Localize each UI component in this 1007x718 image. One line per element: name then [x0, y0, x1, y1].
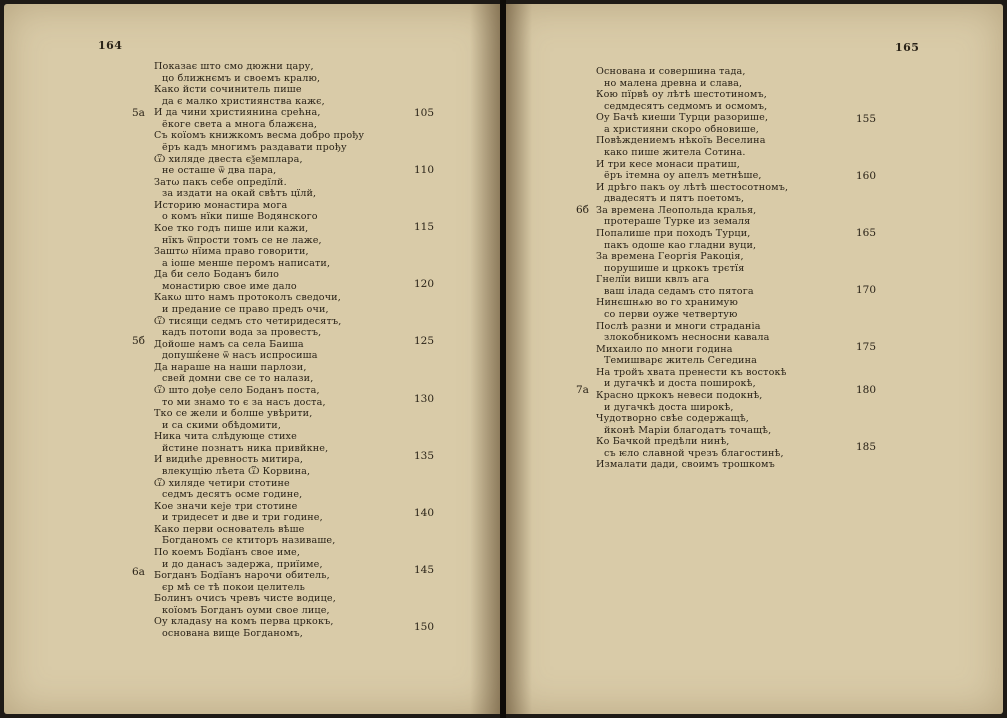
line-number: 110: [414, 164, 435, 176]
verse-line: Како перви основатель вѣше: [154, 523, 305, 535]
verse-line: порушише и цркокъ трєтїя: [604, 262, 745, 274]
verse-line: Кое тко годъ пише или кажи,: [154, 222, 309, 234]
verse-line: Заштω нїима право говорити,: [154, 246, 309, 258]
verse-line: ёръ кадъ многимъ раздавати прођу: [162, 141, 347, 153]
verse-line: седмъ десятъ осме године,: [162, 489, 303, 501]
verse-line: И три кесе монаси пратиш,: [596, 158, 740, 170]
verse-line: Ѿ тисящи седмъ сто четиридесятъ,: [154, 315, 342, 327]
verse-line: ёкоге света а многа блажєна,: [162, 118, 318, 130]
line-number: 130: [414, 393, 435, 405]
verse-line: Попалише при походъ Турци,: [596, 227, 751, 239]
verse-line: допушќене ѿ насъ испросиша: [162, 350, 318, 362]
verse-line: Кою пїрвѣ оу лѣтѣ шестотиномъ,: [596, 89, 767, 101]
verse-line: съ ѥло славной чрезъ благостинѣ,: [604, 447, 784, 459]
verse-line: Михаило по многи година: [596, 343, 733, 355]
verse-line: Чудотворно свѣе содержащѣ,: [596, 413, 749, 425]
verse-line: свей домни све се то налази,: [162, 373, 314, 385]
verse-line: влекущію лѣета Ѿ Корвина,: [162, 465, 311, 477]
verse-line: да є малко християнства кажє,: [162, 95, 325, 107]
verse-line: Дойоше намъ са села Баиша: [154, 338, 304, 350]
verse-line: за издати на окай свѣтъ цїлй,: [162, 188, 317, 200]
verse-line: И да чини християнина срећна,: [154, 107, 321, 119]
verse-line: Показає што смо дюжни цару,: [154, 61, 314, 72]
verse-line: єр мѣ се тѣ покои целитель: [162, 581, 306, 593]
verse-line: На тройъ хвата пренести къ востокѣ: [596, 366, 787, 378]
book-spine: [500, 0, 506, 718]
line-number: 180: [856, 384, 877, 396]
verse-line: Да би село Боданъ било: [154, 269, 280, 281]
verse-line: Оу Бачѣ киеши Турци разорише,: [596, 112, 769, 124]
page-number-left: 164: [98, 39, 123, 52]
verse-line: Историю монастира мога: [154, 199, 288, 211]
verse-line: Тко се жели и болше увѣрити,: [154, 408, 313, 420]
verse-line: о комъ нїки пише Водянского: [162, 211, 318, 223]
right-gutter-shadow: [506, 4, 532, 714]
verse-line: цо ближнємъ и своемъ кралю,: [162, 72, 321, 84]
verse-line: Съ коїомъ книжкомъ весма добро прођу: [154, 130, 365, 142]
left-gutter-shadow: [470, 4, 500, 714]
verse-line: како пише житела Сотина.: [604, 146, 746, 158]
verse-line: Затω пакъ себе опредїлй.: [154, 176, 287, 188]
verse-line: Какω што намъ протоколъ сведочи,: [154, 292, 341, 304]
verse-line: и са скими обѣдомити,: [162, 419, 282, 431]
verse-line: За времена Леопольда кралья,: [596, 204, 757, 216]
line-number: 165: [856, 227, 877, 239]
verse-line: Оу кладаѕу на комъ перва цркокъ,: [154, 616, 334, 628]
verse-line: Ника чита слѣдующе стихе: [154, 431, 297, 443]
section-mark: 5б: [132, 335, 146, 347]
verse-line: Повѣждениемъ нѣкоїъ Веселина: [596, 135, 766, 147]
verse-line: то ми знамо то є за насъ доста,: [162, 396, 326, 408]
verse-line: Послѣ разни и многи страданіа: [596, 320, 761, 332]
verse-line: ёръ ітемна оу апелъ метнѣше,: [604, 170, 762, 182]
section-mark: 7a: [576, 384, 589, 396]
verse-line: Ко Бачкой предѣли нинѣ,: [596, 436, 730, 448]
line-number: 125: [414, 335, 435, 347]
verse-line: Богданъ Бодїанъ нарочи обитель,: [154, 570, 330, 582]
line-number: 135: [414, 450, 435, 462]
verse-line: Кое значи кеје три стотине: [154, 500, 298, 512]
verse-line: и дугачкѣ доста широкѣ,: [604, 401, 734, 413]
line-number: 185: [856, 441, 877, 453]
verse-line: и дугачкѣ и доста поширокѣ,: [604, 378, 756, 390]
line-number: 145: [414, 564, 435, 576]
verse-line: со перви оуже четвертую: [604, 308, 738, 320]
verse-line: И дрѣго пакъ оу лѣтѣ шестосотномъ,: [596, 181, 789, 193]
verse-line: Гнелїи виши квлъ ага: [596, 274, 710, 286]
verse-line: коїомъ Богданъ оуми свое лице,: [162, 604, 330, 616]
line-number: 120: [414, 278, 435, 290]
section-mark: 5a: [132, 107, 145, 119]
verse-line: не осташе ѿ два пара,: [162, 165, 277, 177]
section-mark: 6б: [576, 204, 590, 216]
verse-line: двадесятъ и пятъ поетомъ,: [604, 193, 745, 205]
verse-line: а християни скоро обновише,: [604, 123, 760, 135]
line-number: 105: [414, 107, 435, 119]
verse-line: седмдесятъ седмомъ и осмомъ,: [604, 100, 768, 112]
verse-line: нїкъ ѿпрости томъ се не лаже,: [162, 234, 322, 246]
verse-line: и предание се право предъ очи,: [162, 303, 329, 315]
verse-line: Ѿ хиляде четири стотине: [154, 477, 290, 489]
line-number: 170: [856, 284, 877, 296]
line-number: 140: [414, 507, 435, 519]
verse-line: кадъ потопи вода за провестъ,: [162, 327, 322, 339]
verse-line: но малена древна и слава,: [604, 77, 743, 89]
verse-line: протераше Турке из земаля: [604, 216, 751, 228]
verse-line: Красно цркокъ невеси подокнѣ,: [596, 389, 763, 401]
verse-line: Ѿ хиляде двеста єѯемплара,: [154, 153, 303, 165]
verse-line: Измалати дади, своимъ трошкомъ: [596, 459, 775, 471]
verse-line: Нинєшнѧю во го хранимую: [596, 297, 738, 309]
verse-line: Болинъ очисъ чревъ чисте водице,: [154, 593, 336, 605]
verse-line: Да нараше на наши парлози,: [154, 361, 307, 373]
page-number-right: 165: [895, 41, 920, 54]
verse-line: монастирю свое име дало: [162, 280, 297, 292]
verse-line: Како йсти сочинитель пише: [154, 84, 302, 96]
verse-line: ваш ілада седамъ сто пятога: [604, 285, 754, 297]
verse-line: злокобникомъ несносни кавала: [604, 332, 770, 344]
verse-line: По коемъ Бодїанъ свое име,: [154, 546, 301, 558]
verse-line: основана вище Богданомъ,: [162, 627, 303, 639]
line-number: 150: [414, 621, 435, 633]
verse-line: а іоше менше перомъ написати,: [162, 257, 331, 269]
verse-line: И видиће древность митира,: [154, 454, 304, 466]
verse-line: Темишварє житель Сегедина: [604, 355, 757, 367]
verse-line: Ѿ што дође село Боданъ поста,: [154, 384, 320, 396]
verse-line: Основана и совершина тада,: [596, 66, 746, 77]
verse-line: и до данасъ задержа, приїиме,: [162, 558, 323, 570]
verse-line: пакъ одоше као гладни вуци,: [604, 239, 757, 251]
verse-line: За времена Георгія Ракоція,: [596, 251, 744, 263]
line-number: 155: [856, 113, 877, 125]
verse-line: йконѣ Маріи благодатъ точащѣ,: [604, 424, 772, 436]
verse-line: Богданомъ се ктиторъ називаше,: [162, 535, 336, 547]
line-number: 115: [414, 221, 435, 233]
verse-line: и тридесет и две и три године,: [162, 512, 323, 524]
line-number: 175: [856, 341, 877, 353]
line-number: 160: [856, 170, 877, 182]
verse-line: йстине познатъ ника привйкне,: [162, 442, 329, 454]
section-mark: 6a: [132, 566, 145, 578]
